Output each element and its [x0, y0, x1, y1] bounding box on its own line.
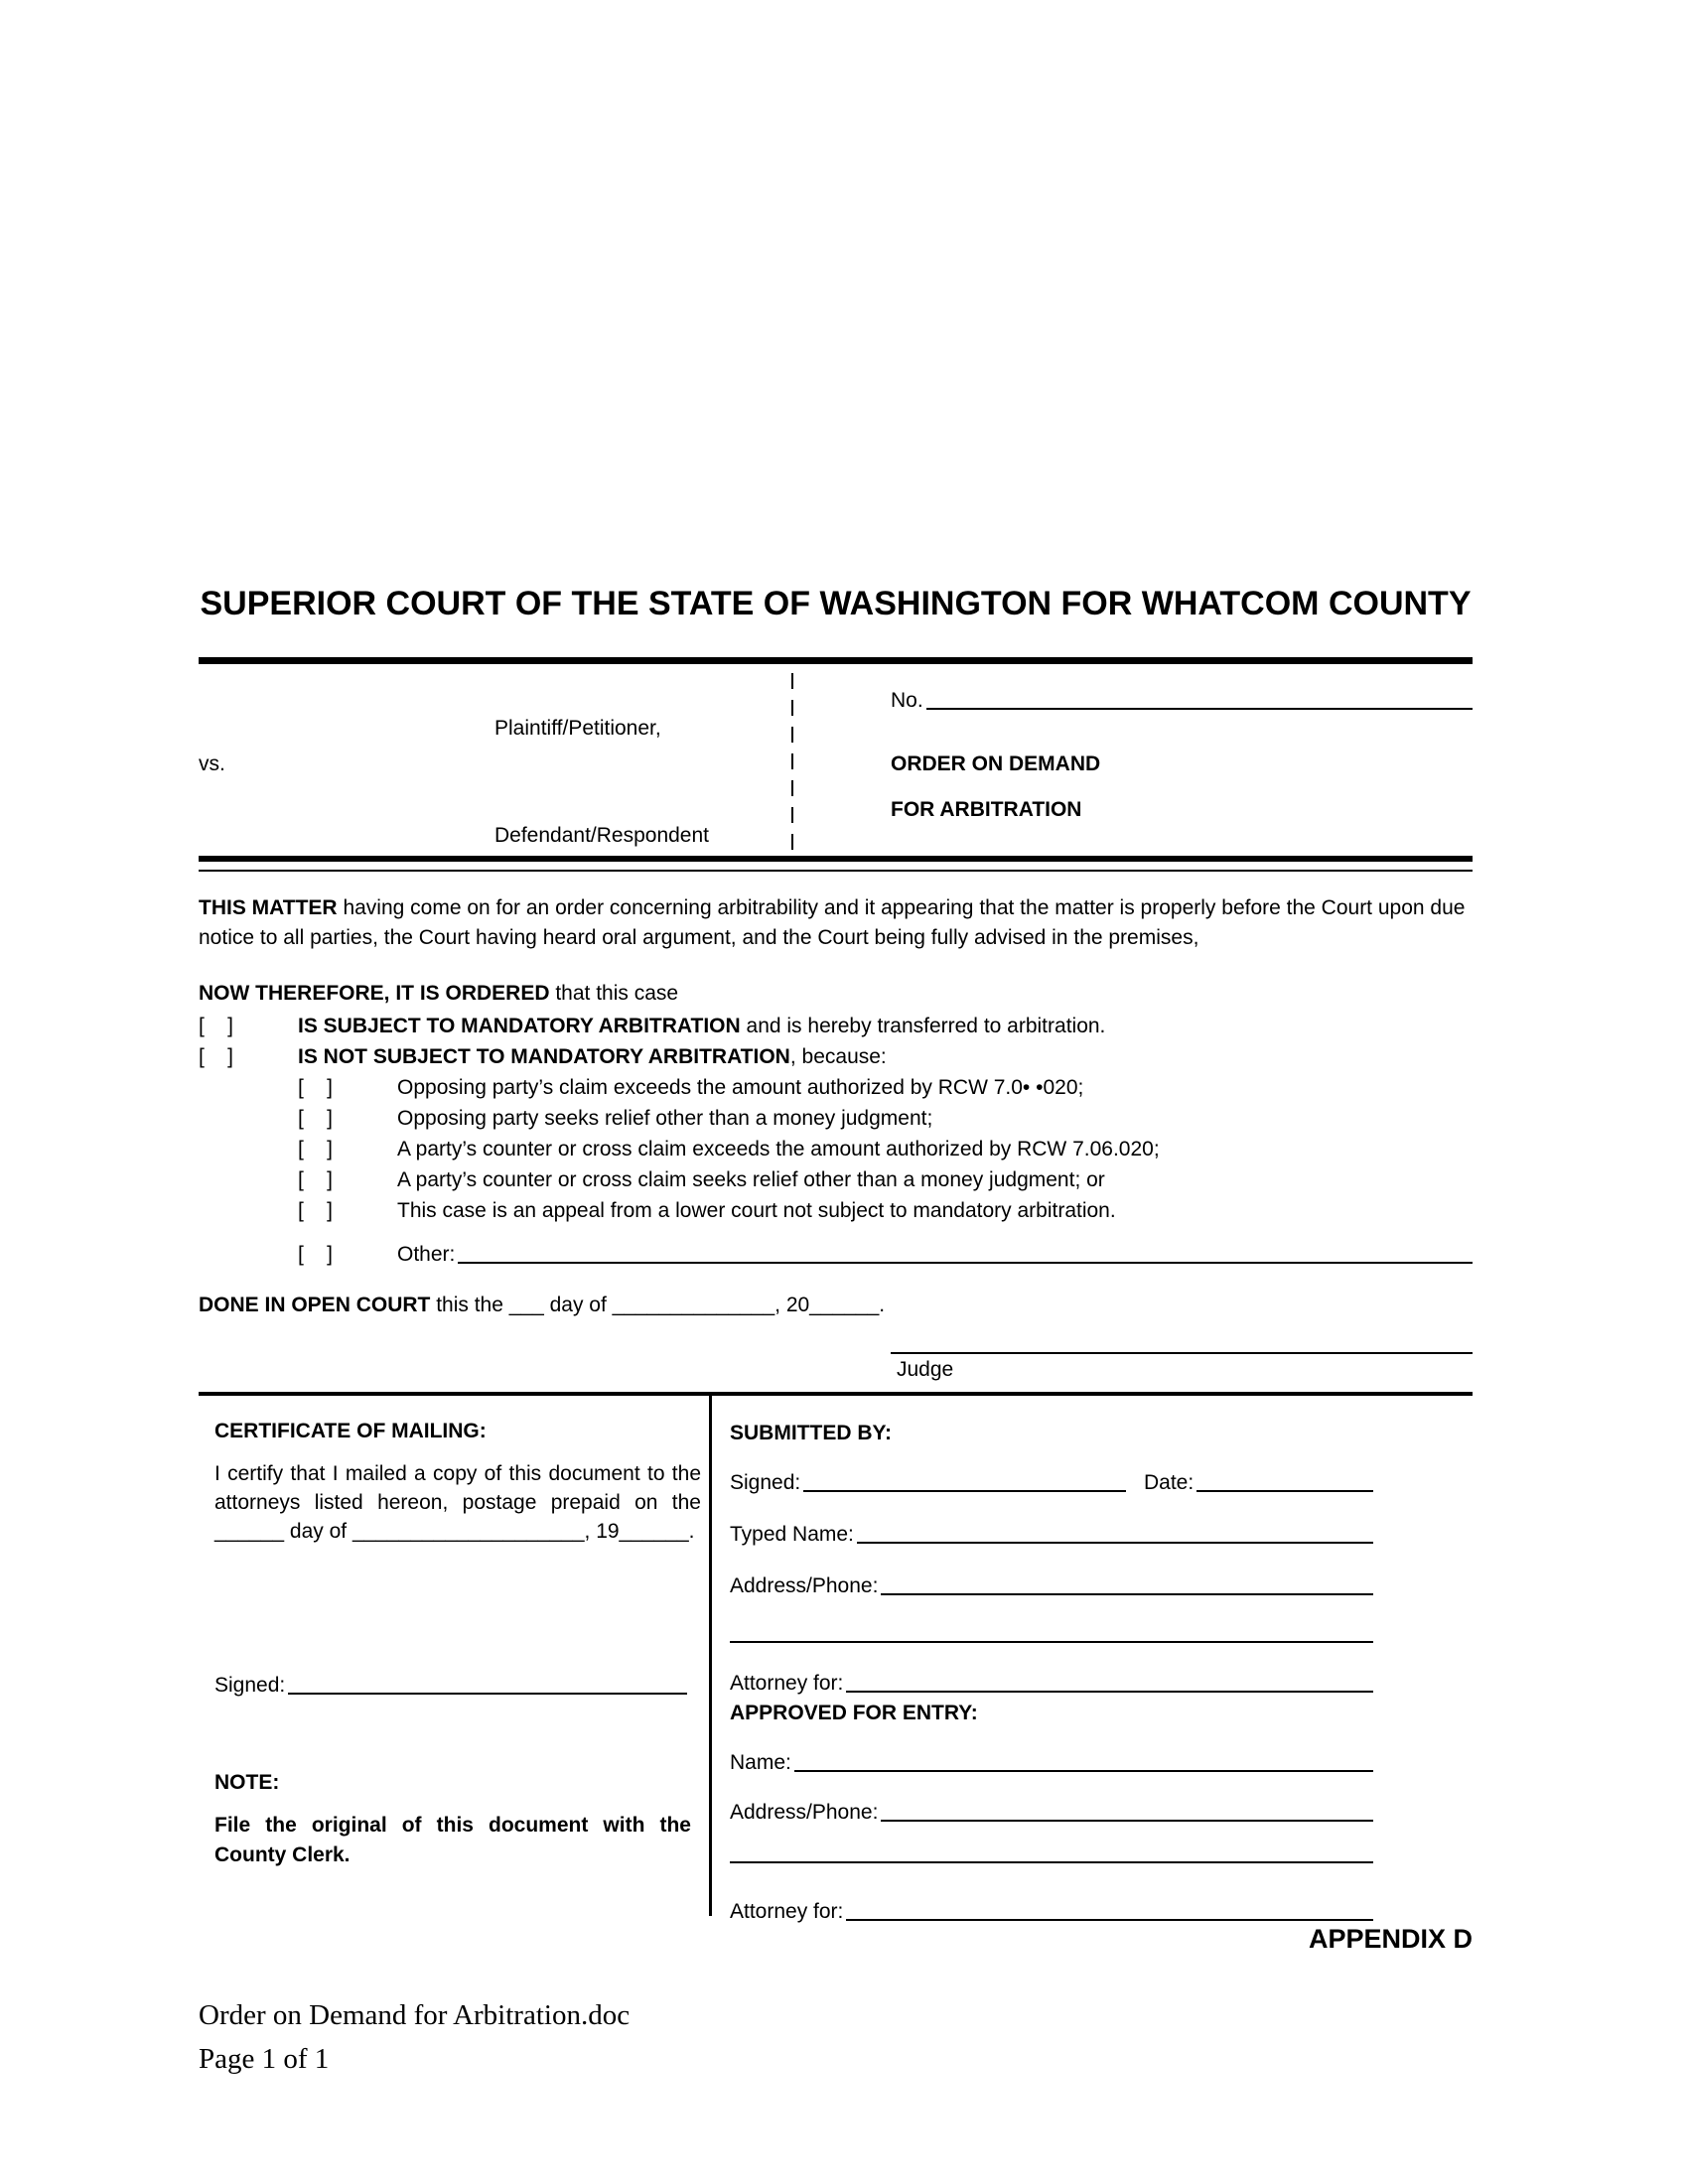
typed-name-label: Typed Name:	[730, 1523, 854, 1546]
certificate-body: I certify that I mailed a copy of this document to the attorneys listed hereon, postage prepaid on the ______ day of ____________________, 19______.	[214, 1462, 701, 1543]
case-number-blank	[926, 708, 1473, 710]
done-in-open-court-line	[199, 1291, 1473, 1320]
caption-right-column	[891, 671, 1473, 860]
approved-address-label: Address/Phone:	[730, 1801, 879, 1824]
option-subject-bold: IS SUBJECT TO MANDATORY ARBITRATION	[298, 1015, 741, 1037]
suboption-row-5	[199, 1199, 1473, 1230]
appendix-label: APPENDIX D	[1308, 1924, 1473, 1954]
judge-signature-line	[891, 1352, 1473, 1354]
footer-filename: Order on Demand for Arbitration.doc	[199, 1999, 631, 2031]
done-text: this the ___ day of ______________, 20______.	[430, 1294, 886, 1316]
vs-label: vs.	[199, 752, 225, 775]
certificate-signed-row	[214, 1674, 687, 1699]
option-not-subject-rest: , because:	[789, 1045, 887, 1068]
approved-name-label: Name:	[730, 1751, 791, 1774]
submitted-heading: SUBMITTED BY:	[730, 1422, 892, 1444]
judge-label: Judge	[897, 1358, 954, 1381]
typed-name-row	[730, 1523, 1373, 1548]
approved-name-blank	[794, 1770, 1373, 1772]
option-not-subject-row	[199, 1045, 1473, 1076]
address-phone-label: Address/Phone:	[730, 1574, 879, 1597]
suboption-text-2: Opposing party seeks relief other than a money judgment;	[397, 1107, 933, 1130]
checkbox-suboption-1: [ ]	[298, 1076, 334, 1099]
bottom-section	[199, 1392, 1473, 1923]
submitted-signed-blank	[803, 1490, 1126, 1492]
note-heading: NOTE:	[214, 1771, 280, 1794]
checkbox-other: [ ]	[298, 1243, 334, 1266]
approved-address-continuation-line	[730, 1861, 1373, 1863]
recitals-paragraph	[199, 893, 1473, 953]
page-title: SUPERIOR COURT OF THE STATE OF WASHINGTON FOR WHATCOM COUNTY	[200, 585, 1472, 622]
certificate-signed-label: Signed:	[214, 1674, 286, 1697]
recitals-lead: THIS MATTER	[199, 896, 338, 919]
caption-bottom-rule-thick	[199, 856, 1473, 862]
plaintiff-label: Plaintiff/Petitioner,	[494, 717, 661, 740]
option-not-subject-bold: IS NOT SUBJECT TO MANDATORY ARBITRATION	[298, 1045, 790, 1068]
suboption-row-3	[199, 1138, 1473, 1168]
suboption-text-4: A party’s counter or cross claim seeks relief other than a money judgment; or	[397, 1168, 1105, 1191]
checkbox-suboption-5: [ ]	[298, 1199, 334, 1222]
checkbox-suboption-3: [ ]	[298, 1138, 334, 1160]
submitted-signed-row	[730, 1471, 1373, 1496]
ordered-paragraph	[199, 979, 1473, 1009]
submitted-signed-label: Signed:	[730, 1471, 801, 1494]
certificate-signed-blank	[288, 1693, 687, 1695]
approved-heading: APPROVED FOR ENTRY:	[730, 1702, 978, 1724]
arbitration-options-list	[199, 1015, 1473, 1230]
ordered-text: that this case	[549, 982, 679, 1005]
approved-address-blank	[881, 1820, 1373, 1822]
option-subject-row	[199, 1015, 1473, 1045]
option-subject-rest: and is hereby transferred to arbitration.	[740, 1015, 1106, 1037]
checkbox-suboption-4: [ ]	[298, 1168, 334, 1191]
suboption-text-5: This case is an appeal from a lower court not subject to mandatory arbitration.	[397, 1199, 1116, 1222]
submitted-date-label: Date:	[1143, 1471, 1195, 1494]
approved-address-row	[730, 1801, 1373, 1826]
case-caption	[199, 671, 1473, 860]
document-title-line2: FOR ARBITRATION	[891, 798, 1082, 821]
checkbox-not-subject: [ ]	[199, 1045, 234, 1068]
option-other-row	[199, 1243, 1473, 1268]
suboption-row-1	[199, 1076, 1473, 1107]
approved-attorney-row	[730, 1900, 1373, 1925]
ordered-lead: NOW THEREFORE, IT IS ORDERED	[199, 982, 550, 1005]
case-number-row	[891, 689, 1473, 714]
attorney-for-blank	[846, 1691, 1373, 1693]
document-title-line1: ORDER ON DEMAND	[891, 752, 1101, 775]
caption-top-rule	[199, 657, 1473, 664]
bottom-section-divider	[709, 1396, 712, 1916]
caption-divider-line	[791, 673, 793, 858]
case-number-label: No.	[891, 689, 923, 712]
checkbox-subject: [ ]	[199, 1015, 234, 1037]
footer-page-number: Page 1 of 1	[199, 2043, 330, 2075]
attorney-for-label: Attorney for:	[730, 1672, 844, 1695]
certificate-of-mailing-column	[214, 1396, 703, 1916]
done-lead: DONE IN OPEN COURT	[199, 1294, 431, 1316]
option-not-subject-text	[298, 1045, 1473, 1070]
approved-name-row	[730, 1751, 1373, 1776]
submitted-date-blank	[1196, 1490, 1373, 1492]
other-label: Other:	[397, 1243, 456, 1266]
recitals-text: having come on for an order concerning arbitrability and it appearing that the matter is properly before the Court upon due notice to all parties, the Court having heard oral argument, and the Court being fully advised in the premises,	[199, 896, 1466, 949]
note-body: File the original of this document with the County Clerk.	[214, 1814, 691, 1866]
submitted-by-column	[730, 1396, 1373, 1923]
suboption-text-3: A party’s counter or cross claim exceeds the amount authorized by RCW 7.06.020;	[397, 1138, 1160, 1160]
certificate-heading: CERTIFICATE OF MAILING:	[214, 1420, 487, 1442]
checkbox-suboption-2: [ ]	[298, 1107, 334, 1130]
caption-bottom-rule-thin	[199, 870, 1473, 872]
suboption-text-1: Opposing party’s claim exceeds the amount authorized by RCW 7.0• •020;	[397, 1076, 1084, 1099]
document-footer	[199, 1993, 630, 2081]
address-continuation-line	[730, 1641, 1373, 1643]
defendant-label: Defendant/Respondent	[494, 824, 709, 847]
suboption-row-4	[199, 1168, 1473, 1199]
suboption-row-2	[199, 1107, 1473, 1138]
approved-attorney-blank	[846, 1919, 1373, 1921]
option-subject-text	[298, 1015, 1473, 1039]
address-phone-blank	[881, 1593, 1373, 1595]
address-phone-row	[730, 1574, 1373, 1599]
approved-attorney-label: Attorney for:	[730, 1900, 844, 1923]
attorney-for-row	[730, 1672, 1373, 1697]
typed-name-blank	[857, 1542, 1373, 1544]
other-blank	[458, 1262, 1473, 1264]
